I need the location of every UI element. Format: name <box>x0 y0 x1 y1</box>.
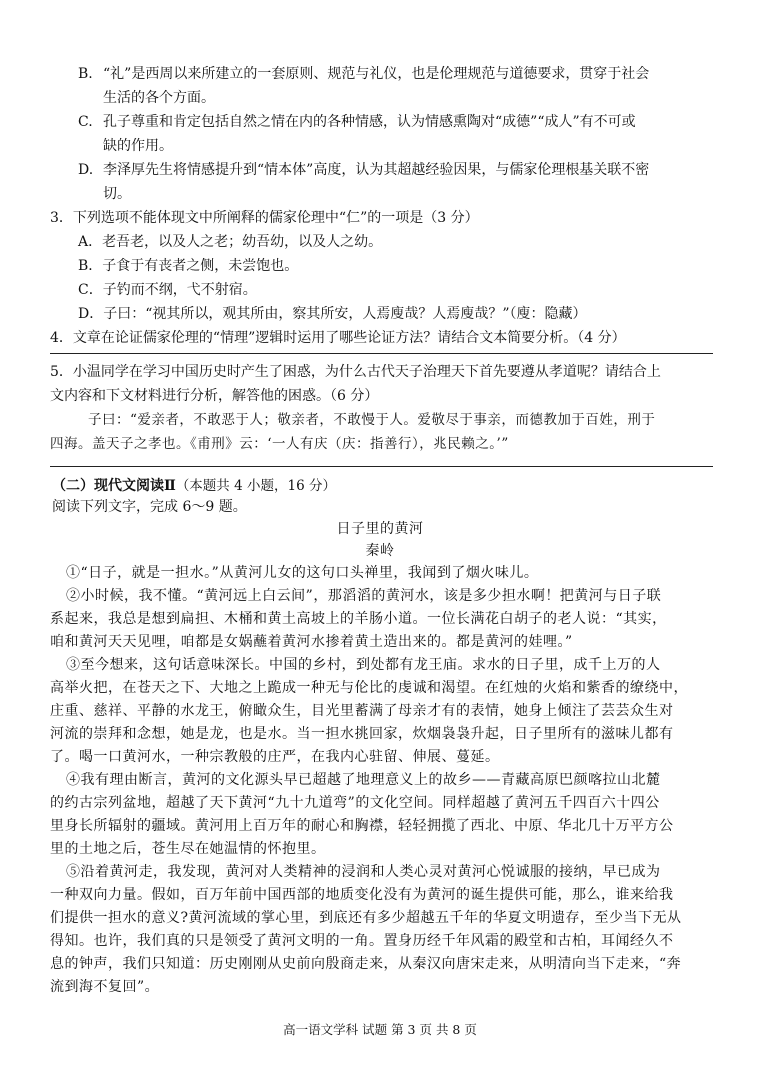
question-4: 4．文章在论证儒家伦理的“情理”逻辑时运用了哪些论证方法？请结合文本简要分析。（4 分） <box>50 330 626 346</box>
paragraph-line: ③至今想来，这句话意味深长。中国的乡村，到处都有龙王庙。求水的日子里，成千上万的人 <box>66 657 661 673</box>
paragraph-line: 河流的崇拜和念想，她是龙，也是水。当一担水挑回家，炊烟袅袅升起，日子里所有的滋味儿都有 <box>50 726 674 742</box>
paragraph-line: ①“日子，就是一担水。”从黄河儿女的这句口头禅里，我闻到了烟火味儿。 <box>66 565 539 581</box>
answer-line <box>50 353 713 354</box>
paragraph-line: ②小时候，我不懂。“黄河远上白云间”，那滔滔的黄河水，该是多少担水啊！把黄河与日子联 <box>66 588 662 604</box>
option-label: C. <box>78 114 93 130</box>
paragraph-line: 一种双向力量。假如，百万年前中国西部的地质变化没有为黄河的诞生提供可能，那么，谁来给我 <box>50 887 674 903</box>
paragraph-line: 咱和黄河天天见哩，咱都是女娲蘸着黄河水掺着黄土造出来的。都是黄河的娃哩。” <box>50 634 573 650</box>
reading-instruction: 阅读下列文字，完成 6～9 题。 <box>52 499 247 515</box>
question-option: D．子曰：“视其所以，观其所由，察其所安，人焉廋哉？人焉廋哉？”（廋：隐藏） <box>78 306 587 322</box>
paragraph-line: 得知。也许，我们真的只是领受了黄河文明的一角。置身历经千年风霜的殿堂和古柏，耳闻经久不 <box>50 933 674 949</box>
paragraph-line: ④我有理由断言，黄河的文化源头早已超越了地理意义上的故乡——青藏高原巴颜喀拉山北麓 <box>66 772 661 788</box>
material-text: 子曰：“爱亲者，不敢恶于人；敬亲者，不敢慢于人。爱敬尽于事亲，而德教加于百姓，刑于 <box>88 412 656 428</box>
page-footer: 高一语文学科 试题 第 3 页 共 8 页 <box>283 1022 477 1037</box>
question-stem: 5．小温同学在学习中国历史时产生了困惑，为什么古代天子治理天下首先要遵从孝道呢？请结合上 <box>50 364 661 380</box>
section-note: （本题共 4 小题，16 分） <box>175 478 336 494</box>
paragraph-line: ⑤沿着黄河走，我发现，黄河对人类精神的浸润和人类心灵对黄河心悦诚服的接纳，早已成为 <box>66 864 661 880</box>
paragraph-line: 高举火把，在苍天之下、大地之上跪成一种无与伦比的虔诚和渴望。在红烛的火焰和紫香的缭绕中， <box>50 680 688 696</box>
question-option: B．子食于有丧者之侧，未尝饱也。 <box>78 258 299 274</box>
paragraph-line: 系起来，我总是想到扁担、木桶和黄土高坡上的羊肠小道。一位长满花白胡子的老人说：“其实， <box>50 611 667 627</box>
option-label: D. <box>78 162 94 178</box>
section-heading <box>52 476 336 496</box>
question-option: A．老吾老，以及人之老；幼吾幼，以及人之幼。 <box>78 234 383 250</box>
option-text-line: 孔子尊重和肯定包括自然之情在内的各种情感，认为情感熏陶对“成德”“成人”有不可或 <box>103 114 636 130</box>
paragraph-line: 庄重、慈祥、平静的水龙王，俯瞰众生，目光里蓄满了母亲才有的表情，她身上倾注了芸芸众生对 <box>50 703 674 719</box>
paragraph-line: 的约古宗列盆地，超越了天下黄河“九十九道弯”的文化空间。同样超越了黄河五千四百六十四公 <box>50 795 660 811</box>
paragraph-line: 们提供一担水的意义?黄河流域的掌心里，到底还有多少超越五千年的华夏文明遗存，至少当下无从 <box>50 910 682 926</box>
paragraph-line: 里的土地之后，苍生尽在她温情的怀抱里。 <box>50 841 326 857</box>
paragraph-line: 里身长所辐射的疆域。黄河用上百万年的耐心和胸襟，轻轻拥揽了西北、中原、华北几十万平方公 <box>50 818 674 834</box>
material-text: 四海。盖天子之孝也。《甫刑》云：‘一人有庆（庆：指善行），兆民赖之。’” <box>50 436 509 452</box>
question-stem: 文内容和下文材料进行分析，解答他的困惑。（6 分） <box>50 388 379 404</box>
option-text-line: 李泽厚先生将情感提升到“情本体”高度，认为其超越经验因果，与儒家伦理根基关联不密 <box>103 162 650 178</box>
paragraph-line: 了。喝一口黄河水，一种宗教般的庄严，在我内心驻留、伸展、蔓延。 <box>50 749 500 765</box>
question-option: C．子钓而不纲，弋不射宿。 <box>78 282 257 298</box>
option-text-line: 缺的作用。 <box>103 138 173 154</box>
article-author: 秦岭 <box>365 543 395 559</box>
option-label: B. <box>78 66 93 82</box>
article-title: 日子里的黄河 <box>336 521 424 537</box>
question-stem: 3．下列选项不能体现文中所阐释的儒家伦理中“仁”的一项是（3 分） <box>50 210 479 226</box>
paragraph-line: 息的钟声，我们只知道：历史刚刚从史前向殷商走来，从秦汉向唐宋走来，从明清向当下走来，“奔 <box>50 956 682 972</box>
section-title: （二）现代文阅读Ⅱ <box>52 478 176 494</box>
option-text-line: “礼”是西周以来所建立的一套原则、规范与礼仪，也是伦理规范与道德要求，贯穿于社会 <box>103 66 650 82</box>
answer-line <box>50 466 713 467</box>
option-text-line: 切。 <box>103 186 131 202</box>
paragraph-line: 流到海不复回”。 <box>50 979 160 995</box>
option-text-line: 生活的各个方面。 <box>103 90 215 106</box>
